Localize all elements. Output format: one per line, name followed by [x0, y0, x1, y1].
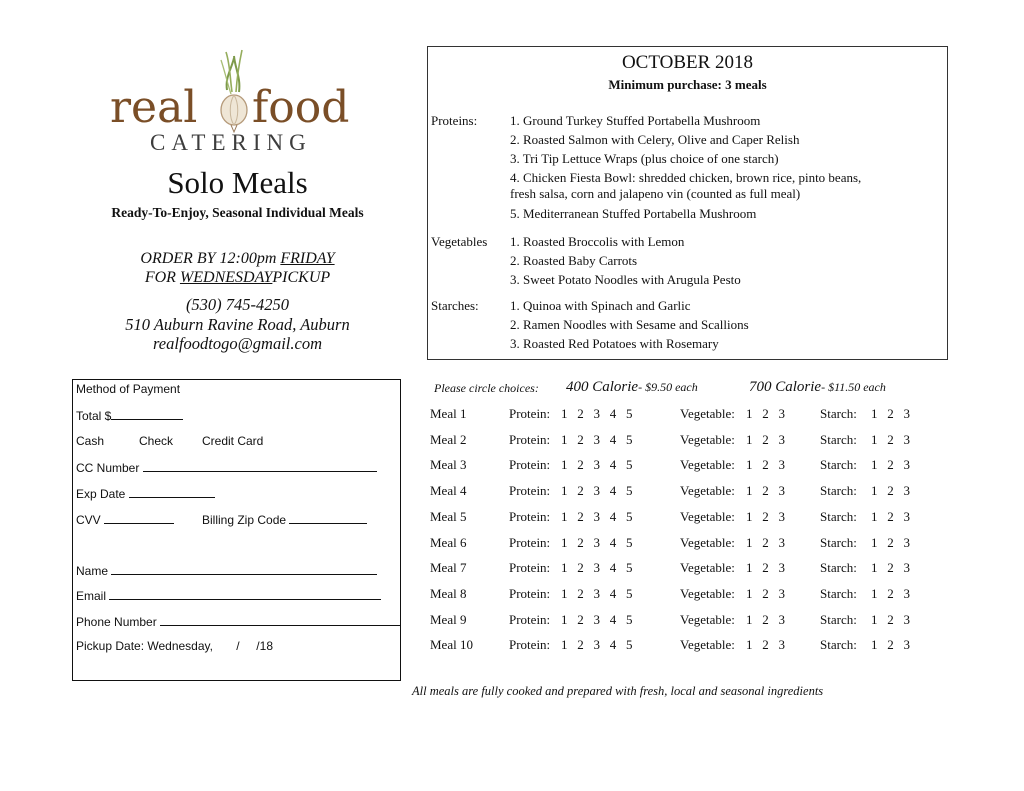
footer-note: All meals are fully cooked and prepared with fresh, local and seasonal ingredients [412, 684, 824, 698]
menu-item: 3. Sweet Potato Noodles with Arugula Pesto [510, 272, 741, 287]
email-blank[interactable] [109, 588, 381, 600]
menu-item: 3. Roasted Red Potatoes with Rosemary [510, 336, 719, 351]
billing-zip-label: Billing Zip Code [202, 513, 287, 527]
meal-label: Meal 3 [430, 457, 467, 472]
billing-zip-blank[interactable] [289, 512, 367, 524]
protein-label: Protein: [509, 509, 551, 524]
calorie-700-label: 700 Calorie [749, 379, 822, 395]
vegetable-label: Vegetable: [680, 406, 735, 421]
order-deadline [0, 250, 475, 268]
payment-method-label: Method of Payment [76, 382, 181, 396]
meal-label: Meal 7 [430, 560, 467, 575]
pickup-suffix: PICKUP [272, 269, 331, 286]
logo-word-food: food [252, 82, 350, 133]
exp-date-label: Exp Date [76, 487, 126, 501]
cc-number-field[interactable] [76, 460, 377, 475]
email-field[interactable] [76, 588, 381, 603]
category-vegetables: Vegetables [431, 234, 488, 249]
phone-label: Phone Number [76, 615, 157, 629]
meal-label: Meal 6 [430, 535, 467, 550]
protein-label: Protein: [509, 535, 551, 550]
menu-item: 2. Roasted Baby Carrots [510, 253, 638, 268]
protein-label: Protein: [509, 586, 551, 601]
protein-label: Protein: [509, 406, 551, 421]
protein-choices[interactable]: 1 2 3 4 5 [561, 432, 633, 447]
protein-label: Protein: [509, 457, 551, 472]
page-subtitle: Ready-To-Enjoy, Seasonal Individual Meals [111, 205, 364, 220]
vegetable-choices[interactable]: 1 2 3 [746, 432, 785, 447]
menu-item: 1. Roasted Broccolis with Lemon [510, 234, 685, 249]
phone-blank[interactable] [160, 614, 400, 626]
logo-subtitle: CATERING [150, 130, 312, 155]
meal-label: Meal 8 [430, 586, 467, 601]
total-blank[interactable] [111, 408, 183, 420]
category-proteins: Proteins: [431, 113, 478, 128]
pickup-prefix: FOR [144, 269, 176, 286]
menu-item: 1. Quinoa with Spinach and Garlic [510, 298, 691, 313]
total-field[interactable] [76, 408, 183, 423]
meal-label: Meal 9 [430, 612, 467, 627]
credit-card-option[interactable]: Credit Card [202, 434, 264, 448]
starch-choices[interactable]: 1 2 3 [871, 612, 910, 627]
vegetable-choices[interactable]: 1 2 3 [746, 457, 785, 472]
calorie-option-400[interactable] [566, 379, 698, 396]
pickup-day-line [0, 269, 475, 287]
menu-item: 5. Mediterranean Stuffed Portabella Mushroom [510, 206, 757, 221]
menu-item: 2. Roasted Salmon with Celery, Olive and Caper Relish [510, 132, 800, 147]
meal-label: Meal 4 [430, 483, 467, 498]
starch-label: Starch: [820, 560, 857, 575]
calorie-400-label: 400 Calorie [566, 379, 639, 395]
name-label: Name [76, 564, 109, 578]
cvv-field[interactable] [76, 512, 174, 527]
meal-label: Meal 10 [430, 637, 473, 652]
menu-item: 1. Ground Turkey Stuffed Portabella Mushroom [510, 113, 761, 128]
vegetable-label: Vegetable: [680, 535, 735, 550]
starch-label: Starch: [820, 612, 857, 627]
total-label: Total $ [76, 409, 112, 423]
order-deadline-day: FRIDAY [280, 250, 335, 267]
starch-choices[interactable]: 1 2 3 [871, 509, 910, 524]
starch-choices[interactable]: 1 2 3 [871, 637, 910, 652]
protein-label: Protein: [509, 612, 551, 627]
starch-label: Starch: [820, 406, 857, 421]
protein-label: Protein: [509, 637, 551, 652]
starch-choices[interactable]: 1 2 3 [871, 560, 910, 575]
starch-choices[interactable]: 1 2 3 [871, 483, 910, 498]
protein-label: Protein: [509, 483, 551, 498]
vegetable-label: Vegetable: [680, 560, 735, 575]
name-blank[interactable] [111, 563, 377, 575]
vegetable-choices[interactable]: 1 2 3 [746, 637, 785, 652]
vegetable-choices[interactable]: 1 2 3 [746, 535, 785, 550]
cash-option[interactable]: Cash [76, 434, 105, 448]
protein-label: Protein: [509, 560, 551, 575]
protein-choices[interactable]: 1 2 3 4 5 [561, 560, 633, 575]
order-deadline-prefix: ORDER BY 12:00pm [140, 250, 277, 267]
vegetable-label: Vegetable: [680, 509, 735, 524]
cvv-blank[interactable] [104, 512, 174, 524]
logo [105, 48, 375, 158]
meal-label: Meal 2 [430, 432, 467, 447]
billing-zip-field[interactable] [202, 512, 367, 527]
menu-item: 2. Ramen Noodles with Sesame and Scallions [510, 317, 749, 332]
minimum-purchase: Minimum purchase: 3 meals [608, 77, 767, 92]
starch-label: Starch: [820, 637, 857, 652]
phone-number: (530) 745-4250 [185, 295, 290, 314]
check-option[interactable]: Check [139, 434, 174, 448]
calorie-700-price: - $11.50 each [821, 380, 886, 394]
protein-choices[interactable]: 1 2 3 4 5 [561, 637, 633, 652]
address: 510 Auburn Ravine Road, Auburn [125, 315, 350, 334]
menu-title: OCTOBER 2018 [621, 52, 754, 73]
protein-choices[interactable]: 1 2 3 4 5 [561, 509, 633, 524]
starch-choices[interactable]: 1 2 3 [871, 535, 910, 550]
protein-choices[interactable]: 1 2 3 4 5 [561, 457, 633, 472]
starch-label: Starch: [820, 457, 857, 472]
vegetable-label: Vegetable: [680, 432, 735, 447]
vegetable-choices[interactable]: 1 2 3 [746, 612, 785, 627]
vegetable-choices[interactable]: 1 2 3 [746, 560, 785, 575]
page-title: Solo Meals [167, 165, 308, 200]
starch-label: Starch: [820, 432, 857, 447]
menu-item-continued: fresh salsa, corn and jalapeno vin (counted as full meal) [510, 186, 801, 201]
pickup-date-field[interactable]: Pickup Date: Wednesday, / /18 [76, 639, 273, 653]
protein-choices[interactable]: 1 2 3 4 5 [561, 483, 633, 498]
vegetable-choices[interactable]: 1 2 3 [746, 509, 785, 524]
vegetable-label: Vegetable: [680, 586, 735, 601]
vegetable-label: Vegetable: [680, 483, 735, 498]
meal-label: Meal 1 [430, 406, 467, 421]
cc-number-blank[interactable] [143, 460, 377, 472]
onion-icon [211, 48, 257, 134]
meal-label: Meal 5 [430, 509, 467, 524]
category-starches: Starches: [431, 298, 479, 313]
starch-choices[interactable]: 1 2 3 [871, 586, 910, 601]
starch-choices[interactable]: 1 2 3 [871, 457, 910, 472]
logo-word-real: real [110, 82, 198, 133]
starch-choices[interactable]: 1 2 3 [871, 406, 910, 421]
protein-choices[interactable]: 1 2 3 4 5 [561, 535, 633, 550]
vegetable-label: Vegetable: [680, 457, 735, 472]
calorie-400-price: - $9.50 each [638, 380, 698, 394]
protein-choices[interactable]: 1 2 3 4 5 [561, 406, 633, 421]
starch-label: Starch: [820, 509, 857, 524]
vegetable-choices[interactable]: 1 2 3 [746, 586, 785, 601]
exp-date-blank[interactable] [129, 486, 215, 498]
circle-choices-note: Please circle choices: [434, 381, 539, 395]
menu-item: 3. Tri Tip Lettuce Wraps (plus choice of one starch) [510, 151, 779, 166]
starch-label: Starch: [820, 586, 857, 601]
protein-choices[interactable]: 1 2 3 4 5 [561, 612, 633, 627]
vegetable-label: Vegetable: [680, 637, 735, 652]
email-address: realfoodtogo@gmail.com [152, 334, 322, 353]
payment-box [72, 379, 401, 681]
phone-field[interactable] [76, 614, 400, 629]
starch-label: Starch: [820, 535, 857, 550]
protein-choices[interactable]: 1 2 3 4 5 [561, 586, 633, 601]
cvv-label: CVV [76, 513, 101, 527]
calorie-option-700[interactable] [749, 379, 886, 396]
protein-label: Protein: [509, 432, 551, 447]
vegetable-choices[interactable]: 1 2 3 [746, 406, 785, 421]
name-field[interactable] [76, 563, 377, 578]
starch-choices[interactable]: 1 2 3 [871, 432, 910, 447]
cc-number-label: CC Number [76, 461, 140, 475]
vegetable-choices[interactable]: 1 2 3 [746, 483, 785, 498]
pickup-day: WEDNESDAY [179, 269, 273, 286]
email-label: Email [76, 589, 107, 603]
starch-label: Starch: [820, 483, 857, 498]
vegetable-label: Vegetable: [680, 612, 735, 627]
exp-date-field[interactable] [76, 486, 215, 501]
menu-item: 4. Chicken Fiesta Bowl: shredded chicken, brown rice, pinto beans, [510, 170, 862, 185]
